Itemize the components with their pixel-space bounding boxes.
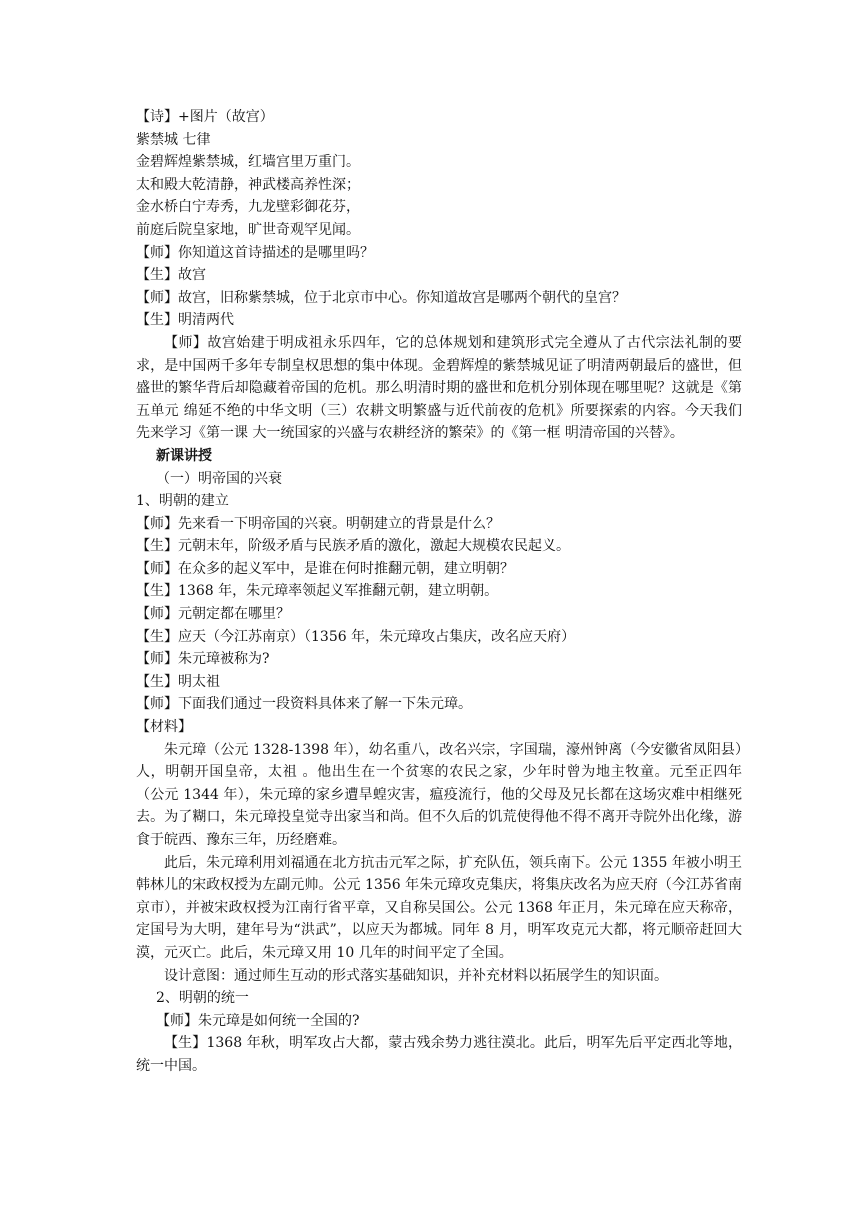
poem-header: 【诗】+图片（故宫）	[136, 109, 274, 125]
design-intent-paragraph: 设计意图：通过师生互动的形式落实基础知识，并补充材料以拓展学生的知识面。	[164, 967, 668, 984]
lesson-body	[136, 106, 742, 1078]
dialogue-line: 【生】明清两代	[136, 312, 234, 329]
poem-title: 紫禁城 七律	[136, 131, 211, 148]
dialogue-line: 【师】先来看一下明帝国的兴衰。明朝建立的背景是什么？	[136, 515, 500, 532]
dialogue-line: 【师】在众多的起义军中，是谁在何时推翻元朝，建立明朝？	[136, 560, 514, 577]
dialogue-line: 【师】下面我们通过一段资料具体来了解一下朱元璋。	[136, 696, 472, 713]
section-heading: 新课讲授	[156, 447, 212, 464]
poem-line: 前庭后院皇家地，旷世奇观罕见闻。	[136, 221, 360, 238]
dialogue-line: 【生】1368 年，朱元璋率领起义军推翻元朝，建立明朝。	[136, 583, 499, 600]
teacher-intro-paragraph: 【师】故宫始建于明成祖永乐四年，它的总体规划和建筑形式完全遵从了古代宗法礼制的要求，是中国两千多年专制皇权思想的集中体现。金碧辉煌的紫禁城见证了明清两朝最后的盛世，但盛世的繁华背后却隐藏着帝国的危机。那么明清时期的盛世和危机分别体现在哪里呢？这就是《第五单元 绵延不绝的中华文明（三）农耕文明繁盛与近代前夜的危机》所要探索的内容。今天我们先来学习《第一课 大一统国家的兴盛与农耕经济的繁荣》的《第一框 明清帝国的兴替》。	[136, 334, 742, 442]
dialogue-line: 【师】朱元璋被称为?	[136, 651, 270, 668]
dialogue-line: 【师】朱元璋是如何统一全国的?	[156, 1012, 360, 1029]
material-paragraph: 此后，朱元璋利用刘福通在北方抗击元军之际，扩充队伍，领兵南下。公元 1355 年被小明王韩林儿的宋政权授为左副元帅。公元 1356 年朱元璋攻克集庆，将集庆改名为应天府（今江苏省南京市），并被宋政权授为江南行省平章，又自称吴国公。公元 1368 年正月，朱元璋在应天称帝，定国号为大明，建年号为“洪武”，以应天为都城。同年 8 月，明军攻克元大都，将元顺帝赶回大漠，元灭亡。此后，朱元璋又用 10 几年的时间平定了全国。	[136, 854, 742, 961]
material-paragraph: 朱元璋（公元 1328-1398 年），幼名重八，改名兴宗，字国瑞，濠州钟离（今安徽省凤阳县）人，明朝开国皇帝，太祖 。他出生在一个贫寒的农民之家，少年时曾为地主牧童。元至正四年（公元 1344 年），朱元璋的家乡遭旱蝗灾害，瘟疫流行，他的父母及兄长都在这场灾难中相继死去。为了糊口，朱元璋投皇觉寺出家当和尚。但不久后的饥荒使得他不得不离开寺院外出化缘，游食于皖西、豫东三年，历经磨难。	[136, 741, 742, 848]
topic-heading: 1、明朝的建立	[136, 493, 229, 510]
dialogue-line: 【生】故宫	[136, 267, 206, 284]
poem-line: 金碧辉煌紫禁城，红墙宫里万重门。	[136, 154, 360, 171]
dialogue-line: 【生】元朝末年，阶级矛盾与民族矛盾的激化，激起大规模农民起义。	[136, 538, 570, 555]
poem-line: 金水桥白宁寿秀，九龙壁彩御花芬，	[136, 199, 360, 216]
student-answer-paragraph: 【生】1368 年秋，明军攻占大都，蒙古残余势力逃往漠北。此后，明军先后平定西北等地，统一中国。	[136, 1035, 742, 1074]
dialogue-line: 【师】你知道这首诗描述的是哪里吗？	[136, 244, 374, 261]
dialogue-line: 【师】故宫，旧称紫禁城，位于北京市中心。你知道故宫是哪两个朝代的皇宫？	[136, 289, 626, 306]
material-label: 【材料】	[136, 719, 192, 736]
subsection-heading: （一）明帝国的兴衰	[156, 470, 282, 487]
dialogue-line: 【师】元朝定都在哪里？	[136, 606, 290, 623]
topic-heading: 2、明朝的统一	[156, 990, 249, 1007]
dialogue-line: 【生】应天（今江苏南京）（1356 年，朱元璋攻占集庆，改名应天府）	[136, 628, 576, 645]
dialogue-line: 【生】明太祖	[136, 673, 220, 690]
poem-line: 太和殿大乾清静，神武楼高养性深；	[136, 176, 360, 193]
